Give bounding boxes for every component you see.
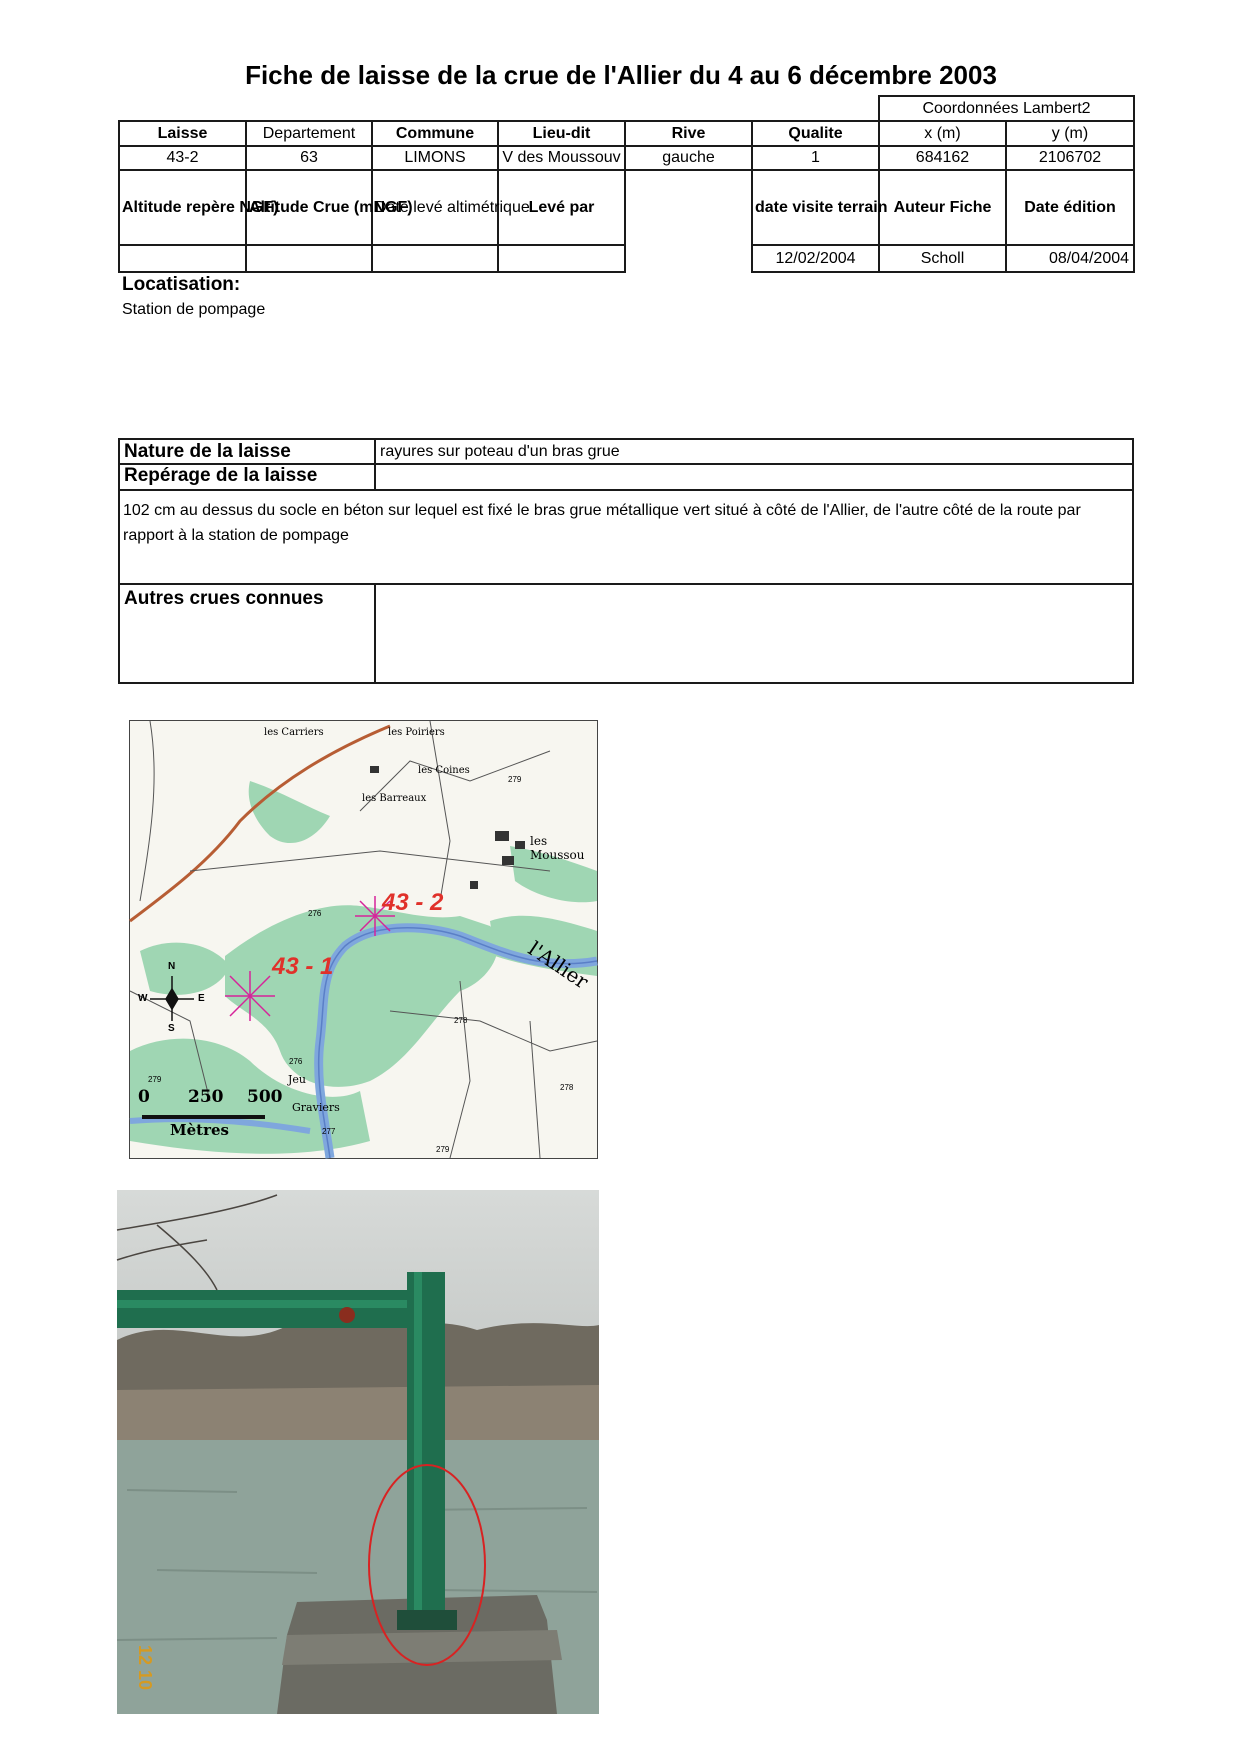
localisation-label: Locatisation:: [122, 274, 241, 295]
map-label-barreaux: les Barreaux: [362, 793, 427, 804]
col-date-leve: Date levé altimétrique: [372, 170, 498, 245]
col-rive: Rive: [625, 121, 752, 146]
cell-commune: LIMONS: [372, 146, 498, 170]
reperage-description: 102 cm au dessus du socle en béton sur lequel est fixé le bras grue métallique vert situé à côté de l'Allier, de l'autre côté de la route par rapport à la station de pompage: [123, 502, 1081, 544]
compass-n: N: [168, 961, 176, 972]
elevation-label: 279: [148, 1075, 162, 1084]
location-map: [129, 720, 598, 1159]
compass-e: E: [198, 993, 205, 1004]
col-commune: Commune: [372, 121, 498, 146]
building: [370, 766, 379, 773]
reperage-label: Repérage de la laisse: [124, 465, 318, 486]
crane-post-highlight: [414, 1272, 422, 1620]
col-y: y (m): [1006, 121, 1134, 146]
cell-altitude-crue: [246, 245, 372, 272]
photo-timestamp: 12 10: [135, 1645, 155, 1691]
col-leve-par: Levé par: [498, 170, 625, 245]
col-laisse: Laisse: [119, 121, 246, 146]
cell-y: 2106702: [1006, 146, 1134, 170]
compass-s: S: [168, 1023, 175, 1034]
elevation-label: 278: [560, 1083, 574, 1092]
concrete-top: [282, 1630, 562, 1665]
reperage-row: [118, 463, 1134, 491]
scale-unit: Mètres: [170, 1121, 229, 1139]
cell-qualite: 1: [752, 146, 879, 170]
autres-crues-label: Autres crues connues: [124, 588, 324, 609]
cell-laisse: 43-2: [119, 146, 246, 170]
building: [515, 841, 525, 849]
cell-leve-par: [498, 245, 625, 272]
compass-w: W: [138, 993, 148, 1004]
reperage-description-box: [118, 489, 1134, 585]
elevation-label: 279: [508, 775, 522, 784]
cell-date-visite: 12/02/2004: [752, 245, 879, 272]
crane-arm: [117, 1290, 422, 1328]
col-altitude-crue: Altitude Crue (mNGF): [246, 170, 372, 245]
elevation-label: 277: [322, 1127, 336, 1136]
road: [530, 1021, 540, 1158]
cell-date-leve: [372, 245, 498, 272]
vegetation-area: [249, 781, 330, 843]
crane-post: [407, 1272, 445, 1620]
nature-value: rayures sur poteau d'un bras grue: [380, 443, 620, 460]
road: [140, 721, 154, 901]
map-label-coines: les Coines: [418, 765, 470, 776]
col-date-visite: date visite terrain: [752, 170, 879, 245]
map-label-moussou: les Moussou: [530, 834, 585, 862]
marker-cross-43-1: [225, 971, 275, 1021]
photo-drawing: [117, 1190, 599, 1714]
marker-label-43-2: 43 - 2: [382, 889, 444, 916]
road: [430, 721, 450, 901]
nature-label: Nature de la laisse: [124, 441, 291, 462]
cell-x: 684162: [879, 146, 1006, 170]
elevation-label: 279: [436, 1145, 450, 1154]
col-x: x (m): [879, 121, 1006, 146]
identification-table: [118, 95, 1135, 273]
col-departement: Departement: [246, 121, 372, 146]
elevation-label: 276: [289, 1057, 303, 1066]
col-qualite: Qualite: [752, 121, 879, 146]
road: [190, 851, 550, 871]
page-title: Fiche de laisse de la crue de l'Allier du 4 au 6 décembre 2003: [245, 60, 997, 90]
crane-arm-highlight: [117, 1300, 422, 1308]
col-date-edition: Date édition: [1006, 170, 1134, 245]
riverbank: [117, 1385, 599, 1445]
map-label-jeu: Jeu: [288, 1073, 307, 1086]
nature-row: [118, 438, 1134, 465]
elevation-label: 276: [308, 909, 322, 918]
building: [495, 831, 509, 841]
map-label-graviers: Graviers: [292, 1101, 340, 1114]
localisation-value: Station de pompage: [122, 301, 266, 318]
cell-lieu-dit: V des Moussouv: [498, 146, 625, 170]
crane-pulley: [339, 1307, 355, 1323]
building: [502, 856, 514, 865]
cell-departement: 63: [246, 146, 372, 170]
scale-tick-0: 0: [138, 1087, 150, 1107]
col-auteur: Auteur Fiche: [879, 170, 1006, 245]
col-altitude-repere: Altitude repère NGF): [119, 170, 246, 245]
marker-label-43-1: 43 - 1: [272, 953, 334, 980]
autres-crues-row: [118, 583, 1134, 684]
elevation-label: 278: [454, 1016, 468, 1025]
coords-group-header: Coordonnées Lambert2: [879, 96, 1134, 121]
scale-tick-500: 500: [247, 1087, 283, 1107]
map-label-allier: l'Allier: [524, 936, 593, 994]
vegetation-area: [140, 943, 230, 995]
cell-rive: gauche: [625, 146, 752, 170]
scale-tick-250: 250: [188, 1087, 224, 1107]
col-lieu-dit: Lieu-dit: [498, 121, 625, 146]
cell-auteur: Scholl: [879, 245, 1006, 272]
road: [450, 981, 470, 1158]
crane-foot: [397, 1610, 457, 1630]
map-label-carriers: les Carriers: [264, 727, 324, 738]
cell-altitude-repere: [119, 245, 246, 272]
map-label-poiriers: les Poiriers: [388, 727, 445, 738]
building: [470, 881, 478, 889]
site-photo: [117, 1190, 599, 1714]
cell-date-edition: 08/04/2004: [1006, 245, 1134, 272]
